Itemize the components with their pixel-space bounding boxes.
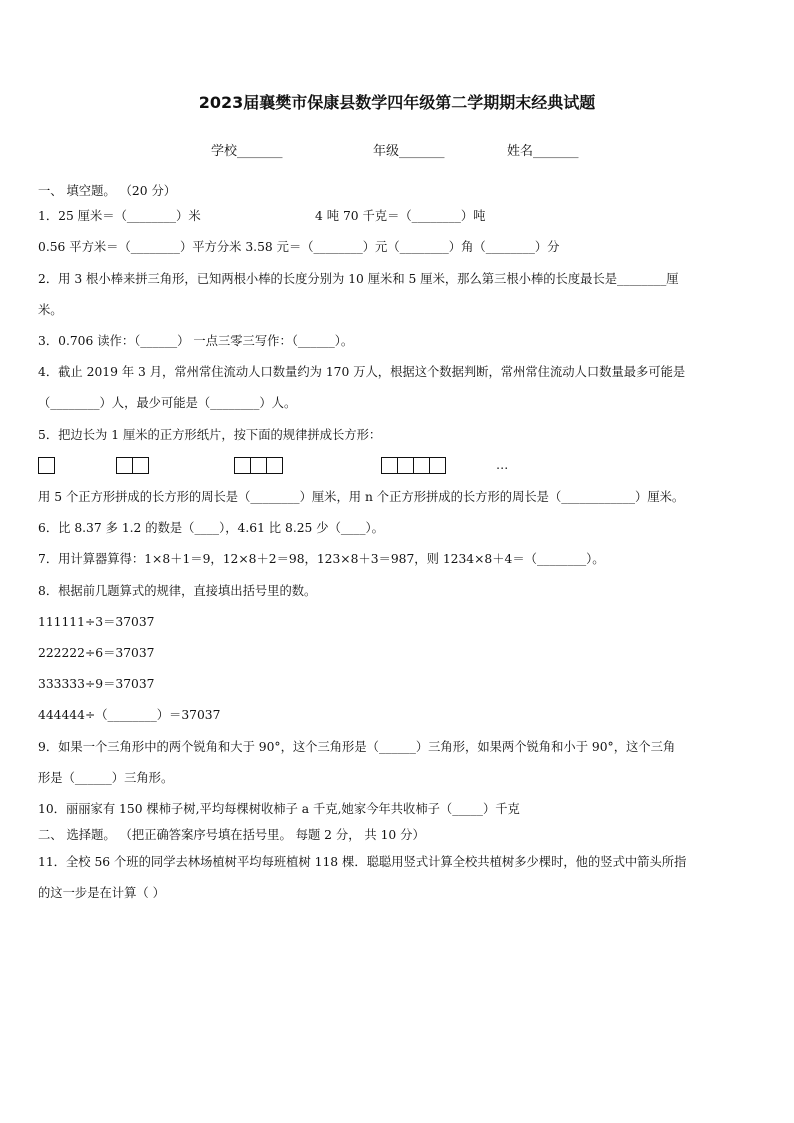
equation-row-3: 333333÷9＝37037 <box>38 677 155 691</box>
question-9-line2: 形是（______）三角形。 <box>38 771 174 785</box>
square-figure-3 <box>234 457 282 474</box>
equation-row-1: 111111÷3＝37037 <box>38 615 155 629</box>
name-field: 姓名_______ <box>507 144 579 159</box>
question-11-line1: 11．全校 56 个班的同学去林场植树平均每班植树 118 棵．聪聪用竖式计算全校共植树多少棵时，他的竖式中箭头所指 <box>38 855 687 869</box>
question-5-line1: 5．把边长为 1 厘米的正方形纸片，按下面的规律拼成长方形： <box>38 428 382 442</box>
question-4-line2: （________）人，最少可能是（________）人。 <box>38 396 297 410</box>
question-10: 10．丽丽家有 150 棵柿子树,平均每棵树收柿子 a 千克,她家今年共收柿子（_____）千克 <box>38 802 520 816</box>
page-title: 2023届襄樊市保康县数学四年级第二学期期末经典试题 <box>198 93 596 112</box>
question-1b: 4 吨 70 千克＝（________）吨 <box>315 209 486 223</box>
question-8: 8．根据前几题算式的规律，直接填出括号里的数。 <box>38 584 317 598</box>
question-4-line1: 4．截止 2019 年 3 月，常州常住流动人口数量约为 170 万人，根据这个数据判断，常州常住流动人口数量最多可能是 <box>38 365 686 379</box>
question-11-line2: 的这一步是在计算（ ） <box>38 886 165 900</box>
equation-row-4: 444444÷（________）＝37037 <box>38 708 221 722</box>
question-3: 3．0.706 读作：（______） 一点三零三写作：（______）。 <box>38 334 354 348</box>
square-figure-2 <box>116 457 148 474</box>
grade-field: 年级_______ <box>373 144 445 159</box>
question-1a: 1．25 厘米＝（________）米 <box>38 209 201 223</box>
question-7: 7．用计算器算得：1×8＋1＝9，12×8＋2＝98，123×8＋3＝987，则 1234×8＋4＝（________）。 <box>38 552 605 566</box>
square-figure-4 <box>381 457 445 474</box>
question-2-line1: 2．用 3 根小棒来拼三角形，已知两根小棒的长度分别为 10 厘米和 5 厘米，那么第三根小棒的长度最长是________厘 <box>38 272 679 286</box>
question-5-line2: 用 5 个正方形拼成的长方形的周长是（________）厘米，用 n 个正方形拼成的长方形的周长是（____________）厘米。 <box>38 490 685 504</box>
question-2-line2: 米。 <box>38 303 63 317</box>
section-2-heading: 二、 选择题。 （把正确答案序号填在括号里。 每题 2 分， 共 10 分） <box>38 828 425 842</box>
question-9-line1: 9．如果一个三角形中的两个锐角和大于 90°，这个三角形是（______）三角形，如果两个锐角和小于 90°，这个三角 <box>38 740 676 754</box>
school-field: 学校_______ <box>211 144 283 159</box>
section-1-heading: 一、 填空题。 （20 分） <box>38 184 177 198</box>
question-1c: 0.56 平方米＝（________）平方分米 3.58 元＝（________）元（________）角（________）分 <box>38 240 560 254</box>
continuation-dots: … <box>496 458 509 472</box>
equation-row-2: 222222÷6＝37037 <box>38 646 155 660</box>
question-6: 6．比 8.37 多 1.2 的数是（____），4.61 比 8.25 少（____）。 <box>38 521 384 535</box>
square-figure-1 <box>38 457 54 474</box>
